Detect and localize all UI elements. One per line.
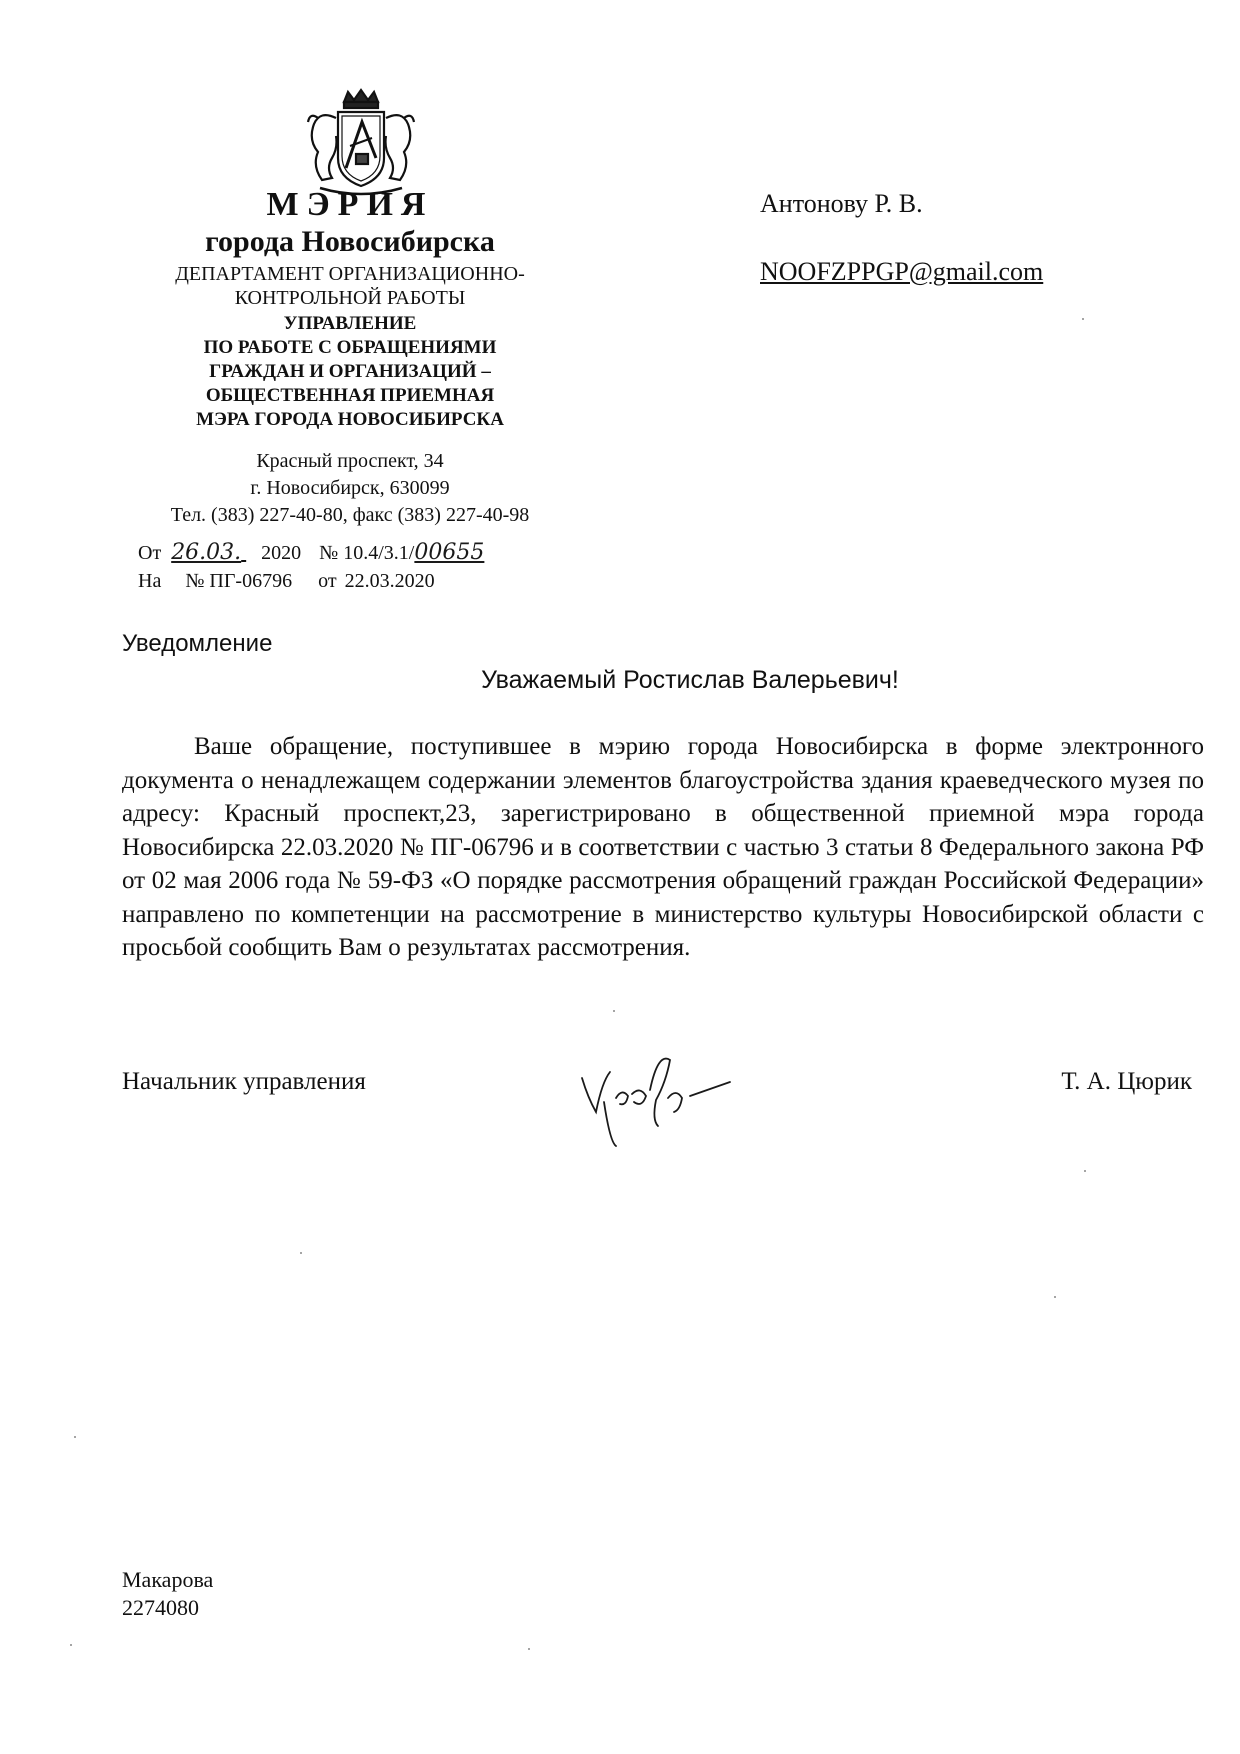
document-type: Уведомление	[122, 630, 273, 657]
scan-speck	[1084, 1170, 1086, 1172]
organization-city: города Новосибирска	[205, 225, 495, 258]
address-line: г. Новосибирск, 630099	[250, 477, 450, 499]
outgoing-number-row	[138, 540, 598, 568]
from-label: От	[138, 542, 162, 564]
recipient-email: NOOFZPPGP@gmail.com	[760, 257, 1044, 286]
incoming-ref-row	[138, 568, 598, 596]
department-line: ДЕПАРТАМЕНТ ОРГАНИЗАЦИОННО-	[175, 263, 525, 285]
scan-speck	[70, 1644, 72, 1646]
registration-block	[138, 540, 598, 596]
scan-speck	[528, 1648, 530, 1650]
scan-speck	[613, 1010, 615, 1012]
to-label: На	[138, 570, 162, 592]
scan-speck	[74, 1436, 76, 1438]
outgoing-year: 2020	[261, 542, 302, 564]
unit-line: ГРАЖДАН И ОРГАНИЗАЦИЙ –	[209, 361, 491, 382]
letterhead	[130, 184, 570, 432]
salutation: Уважаемый Ростислав Валерьевич!	[481, 666, 899, 694]
handwritten-signature-icon	[570, 1042, 750, 1152]
scan-speck	[1082, 318, 1084, 320]
address-line: Красный проспект, 34	[256, 450, 444, 472]
reference-number: № ПГ-06796	[185, 570, 293, 592]
unit-line: ОБЩЕСТВЕННАЯ ПРИЕМНАЯ	[205, 385, 495, 406]
executor-name: Макарова	[122, 1567, 214, 1592]
department-name	[130, 262, 570, 310]
contact-phone-fax: Тел. (383) 227-40-80, факс (383) 227-40-98	[170, 504, 530, 526]
organization-title: МЭРИЯ	[266, 186, 434, 223]
signatory-name: Т. А. Цюрик	[1061, 1068, 1192, 1095]
recipient-name: Антонову Р. В.	[760, 189, 923, 218]
handwritten-number: 00655	[414, 540, 485, 565]
signature-row	[122, 1064, 1192, 1124]
executor-block	[122, 1566, 213, 1622]
scan-speck	[300, 1252, 302, 1254]
coat-of-arms-icon	[300, 88, 422, 198]
unit-line: УПРАВЛЕНИЕ	[283, 313, 417, 334]
reference-date: 22.03.2020	[344, 570, 435, 592]
unit-name	[130, 312, 570, 432]
department-line: КОНТРОЛЬНОЙ РАБОТЫ	[234, 287, 466, 309]
executor-phone: 2274080	[122, 1595, 199, 1620]
unit-line: МЭРА ГОРОДА НОВОСИБИРСКА	[196, 409, 504, 430]
scan-speck	[1054, 1296, 1056, 1298]
unit-line: ПО РАБОТЕ С ОБРАЩЕНИЯМИ	[203, 337, 497, 358]
organization-address	[130, 448, 570, 529]
outgoing-number-label: № 10.4/3.1/	[319, 542, 415, 564]
recipient-block	[760, 188, 1160, 288]
handwritten-date: 26.03.	[171, 540, 242, 565]
signatory-position: Начальник управления	[122, 1068, 366, 1095]
letter-body: Ваше обращение, поступившее в мэрию города Новосибирска в форме электронного документа о ненадлежащем содержании элементов благоустройства здания краеведческого музея по адресу: Красный проспект,23, зарегистрировано в общественной приемной мэра города Новосибирска 22.03.2020 № ПГ-06796 и в соответствии с частью 3 статьи 8 Федерального закона РФ от 02 мая 2006 года № 59-ФЗ «О порядке рассмотрения обращений граждан Российской Федерации» направлено по компетенции на рассмотрение в министерство культуры Новосибирской области с просьбой сообщить Вам о результатах рассмотрения.	[122, 733, 1204, 961]
reference-date-label: от	[318, 570, 337, 592]
